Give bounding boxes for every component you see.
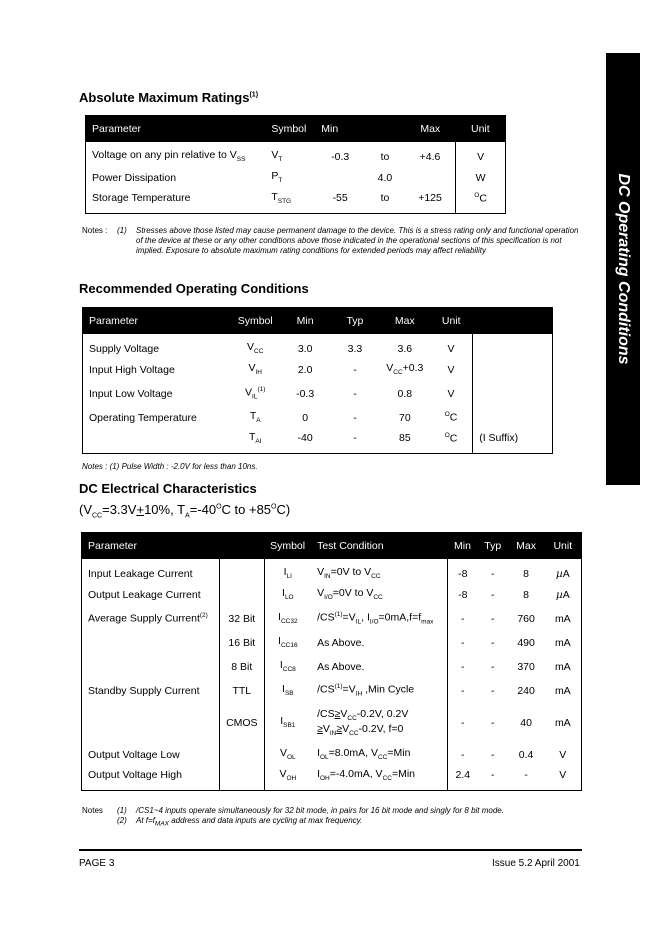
- parameter-cell: Input Leakage Current: [88, 567, 193, 580]
- min-cell: -: [447, 679, 478, 703]
- symbol-cell: $V_{OL}$: [264, 743, 311, 767]
- min-cell: -: [447, 743, 478, 767]
- header-cell: Typ: [484, 539, 502, 552]
- table-row: [83, 334, 553, 358]
- table-row: [82, 679, 582, 703]
- header-cell: Parameter: [92, 122, 142, 135]
- max-cell: 85: [398, 432, 411, 445]
- test-condition-cell: $I_{OL}=8.0mA$, $V_{CC}=Min$: [317, 747, 411, 762]
- recommended-operating-conditions-table: [82, 307, 553, 454]
- parameter-cell: [83, 430, 231, 454]
- table-row: [86, 166, 506, 190]
- parameter-cell: Input High Voltage: [89, 363, 175, 376]
- symbol-cell: $V_T$: [271, 149, 283, 164]
- mode-cell: [220, 583, 265, 607]
- min-cell: [315, 166, 365, 190]
- symbol-cell: $I_{LO}$: [264, 583, 311, 607]
- max-cell: 370: [517, 660, 535, 673]
- table-row: [82, 703, 582, 743]
- parameter-cell: Output Voltage Low: [88, 748, 180, 761]
- max-cell: 8: [523, 588, 530, 601]
- table-row: [86, 190, 506, 214]
- side-tab-label: DC Operating Conditions: [615, 173, 632, 365]
- note-cell: [473, 406, 553, 430]
- typ-cell: -: [353, 411, 357, 424]
- parameter-cell: Input Low Voltage: [89, 387, 173, 400]
- max-cell: +4.6: [419, 150, 441, 163]
- header-cell: Parameter: [89, 314, 139, 327]
- table-row: [83, 406, 553, 430]
- unit-cell: mA: [554, 612, 571, 625]
- header-cell: Min: [296, 314, 314, 327]
- header-cell: Symbol: [237, 314, 273, 327]
- mode-cell: [220, 767, 265, 791]
- test-condition-cell: As Above.: [317, 636, 365, 649]
- header-cell: Unit: [553, 539, 573, 552]
- dc-notes: Notes (1) /CS1~4 inputs operate simultaneously for 32 bit mode, in pairs for 16 bit mode and singly for 8 bit mode. (2) At $f=f_{MAX}$ address and data inputs are cycling at max frequency.: [82, 806, 504, 828]
- range-cell: to: [380, 150, 390, 163]
- min-cell: -0.3: [331, 150, 350, 163]
- typ-cell: -: [353, 387, 357, 400]
- table-row: [82, 583, 582, 607]
- max-cell: 3.6: [397, 342, 413, 355]
- unit-cell: V: [456, 142, 506, 166]
- unit-cell: V: [559, 769, 567, 782]
- header-cell: Test Condition: [317, 539, 384, 552]
- test-condition-cell: $/CS^{(1)}=V_{IL}$, $I_{I/O}=0mA,f=f_{max}$: [317, 611, 434, 626]
- note-cell: [473, 382, 553, 406]
- min-cell: 0: [302, 411, 309, 424]
- min-cell: -8: [447, 583, 478, 607]
- max-cell: 8: [523, 567, 530, 580]
- symbol-cell: $I_{LI}$: [264, 559, 311, 583]
- section-side-tab: [606, 53, 640, 485]
- header-cell: Typ: [346, 314, 364, 327]
- unit-cell: V: [559, 748, 567, 761]
- test-condition-cell: As Above.: [317, 660, 365, 673]
- table-row: [82, 655, 582, 679]
- typ-cell: -: [491, 567, 495, 580]
- table-row: [83, 358, 553, 382]
- symbol-cell: $V_{OH}$: [264, 767, 311, 791]
- typ-cell: -: [491, 748, 495, 761]
- symbol-cell: $T_{AI}$: [248, 431, 262, 446]
- max-cell: 70: [398, 411, 411, 424]
- dc-electrical-characteristics-table: [81, 532, 582, 791]
- table-row: [83, 382, 553, 406]
- min-cell: -: [447, 655, 478, 679]
- symbol-cell: $I_{CC8}$: [264, 655, 311, 679]
- min-cell: -55: [332, 192, 348, 205]
- header-cell: Parameter: [88, 539, 138, 552]
- typ-cell: -: [491, 636, 495, 649]
- header-cell: [473, 308, 553, 334]
- header-cell: Symbol: [271, 122, 307, 135]
- note-cell: [473, 334, 553, 358]
- min-cell: -8: [447, 559, 478, 583]
- mode-cell: TTL: [220, 679, 265, 703]
- typ-cell: -: [491, 588, 495, 601]
- parameter-cell: [82, 703, 220, 743]
- parameter-cell: [82, 655, 220, 679]
- header-cell: Symbol: [270, 539, 306, 552]
- min-cell: -40: [297, 432, 313, 445]
- max-cell: 760: [517, 612, 535, 625]
- mode-cell: [220, 559, 265, 583]
- header-cell: Min: [454, 539, 471, 552]
- absolute-max-ratings-table: [85, 115, 506, 214]
- typ-cell: -: [491, 660, 495, 673]
- mode-cell: 8 Bit: [220, 655, 265, 679]
- unit-cell: µA: [555, 588, 570, 601]
- header-cell: [220, 533, 265, 559]
- max-cell: $V_{CC}+0.3$: [386, 362, 424, 377]
- dc-conditions-subtitle: ($V_{CC}=3.3V+10\%$, $T_A=-40^OC$ to $+85^OC$): [79, 502, 291, 520]
- range-cell: 4.0: [377, 171, 393, 184]
- unit-cell: µA: [555, 567, 570, 580]
- test-condition-cell: $/CS^{(1)}=V_{IH}$ ,Min Cycle: [317, 683, 415, 698]
- symbol-cell: $V_{IL}^{(1)}$: [245, 386, 266, 401]
- table-row: [82, 607, 582, 631]
- table-row: [82, 559, 582, 583]
- table-row: [83, 430, 553, 454]
- typ-cell: -: [491, 612, 495, 625]
- max-cell: 0.8: [397, 387, 413, 400]
- symbol-cell: $I_{SB1}$: [264, 703, 311, 743]
- parameter-cell: Supply Voltage: [89, 342, 160, 355]
- typ-cell: -: [491, 716, 495, 729]
- parameter-cell: Output Leakage Current: [88, 588, 201, 601]
- note-cell: (I Suffix): [473, 430, 553, 454]
- unit-cell: $^O$C: [444, 432, 458, 445]
- symbol-cell: $I_{CC32}$: [264, 607, 311, 631]
- symbol-cell: $V_{IH}$: [248, 362, 262, 377]
- unit-cell: mA: [554, 660, 571, 673]
- header-cell: [365, 116, 405, 142]
- min-cell: 2.4: [447, 767, 478, 791]
- max-cell: -: [524, 769, 528, 782]
- typ-cell: -: [353, 363, 357, 376]
- amr-heading: Absolute Maximum Ratings$^{(1)}$: [79, 90, 259, 105]
- dc-heading: DC Electrical Characteristics: [79, 481, 257, 496]
- test-condition-cell: $/CS\ge V_{CC}-0.2V$, 0.2V $\ge V_{IN}\ge V_{CC}-0.2V$, f=0: [317, 708, 409, 737]
- unit-cell: $^O$C: [444, 411, 458, 424]
- typ-cell: -: [491, 769, 495, 782]
- max-cell: 0.4: [518, 748, 534, 761]
- table-row: [86, 142, 506, 166]
- symbol-cell: $I_{SB}$: [264, 679, 311, 703]
- typ-cell: -: [353, 432, 357, 445]
- min-cell: -: [447, 631, 478, 655]
- symbol-cell: $P_T$: [271, 170, 283, 185]
- mode-cell: CMOS: [220, 703, 265, 743]
- unit-cell: mA: [554, 636, 571, 649]
- header-cell: Max: [394, 314, 415, 327]
- note-cell: [473, 358, 553, 382]
- mode-cell: [220, 743, 265, 767]
- parameter-cell: Storage Temperature: [92, 192, 191, 205]
- mode-cell: 32 Bit: [220, 607, 265, 631]
- min-cell: -: [447, 703, 478, 743]
- mode-cell: 16 Bit: [220, 631, 265, 655]
- parameter-cell: Output Voltage High: [88, 769, 182, 782]
- max-cell: 40: [520, 716, 532, 729]
- min-cell: 3.0: [297, 342, 313, 355]
- min-cell: 2.0: [297, 363, 313, 376]
- typ-cell: 3.3: [347, 342, 363, 355]
- unit-cell: V: [447, 363, 455, 376]
- unit-cell: V: [447, 342, 455, 355]
- parameter-cell: [82, 631, 220, 655]
- max-cell: +125: [418, 192, 442, 205]
- test-condition-cell: $V_{IN}=0V$ to $V_{CC}$: [317, 566, 381, 581]
- parameter-cell: Voltage on any pin relative to $V_{SS}$: [92, 149, 246, 164]
- header-cell: Unit: [441, 314, 461, 327]
- unit-cell: mA: [554, 716, 571, 729]
- symbol-cell: $T_{STG}$: [271, 191, 292, 206]
- symbol-cell: $V_{CC}$: [247, 341, 264, 356]
- issue-date: Issue 5.2 April 2001: [492, 858, 580, 869]
- unit-cell: mA: [554, 684, 571, 697]
- min-cell: -: [447, 607, 478, 631]
- typ-cell: -: [491, 684, 495, 697]
- range-cell: to: [380, 192, 390, 205]
- max-cell: 240: [517, 684, 535, 697]
- table-row: [82, 631, 582, 655]
- header-cell: Max: [420, 122, 441, 135]
- roc-heading: Recommended Operating Conditions: [79, 281, 309, 296]
- parameter-cell: Standby Supply Current: [88, 684, 200, 697]
- unit-cell: $^O$C: [456, 190, 506, 214]
- amr-notes: Notes : (1) Stresses above those listed may cause permanent damage to the device. This is a stress rating only and functional operation of the device at these or any other conditions above those indicated in the operational sections of this specification is not implied. Exposure to absolute maximum rating conditions for extended periods may affect reliability: [82, 226, 579, 255]
- max-cell: [405, 166, 456, 190]
- parameter-cell: Operating Temperature: [89, 411, 197, 424]
- max-cell: 490: [517, 636, 535, 649]
- table-row: [82, 743, 582, 767]
- parameter-cell: Power Dissipation: [92, 171, 177, 184]
- unit-cell: W: [456, 166, 506, 190]
- test-condition-cell: $V_{I/O}=0V$ to $V_{CC}$: [317, 587, 383, 602]
- header-cell: Unit: [470, 122, 490, 135]
- test-condition-cell: $I_{OH}=-4.0mA$, $V_{CC}=Min$: [317, 768, 416, 783]
- symbol-cell: $I_{CC16}$: [264, 631, 311, 655]
- min-cell: -0.3: [296, 387, 315, 400]
- footer-rule: [79, 849, 582, 851]
- table-row: [82, 767, 582, 791]
- page-number: PAGE 3: [79, 858, 115, 869]
- unit-cell: V: [447, 387, 455, 400]
- roc-notes: Notes : (1) Pulse Width : -2.0V for less than 10ns.: [82, 462, 258, 471]
- parameter-cell: Average Supply Current$^{(2)}$: [88, 612, 208, 625]
- header-cell: Min: [321, 122, 339, 135]
- header-cell: Max: [516, 539, 537, 552]
- symbol-cell: $T_A$: [249, 410, 261, 425]
